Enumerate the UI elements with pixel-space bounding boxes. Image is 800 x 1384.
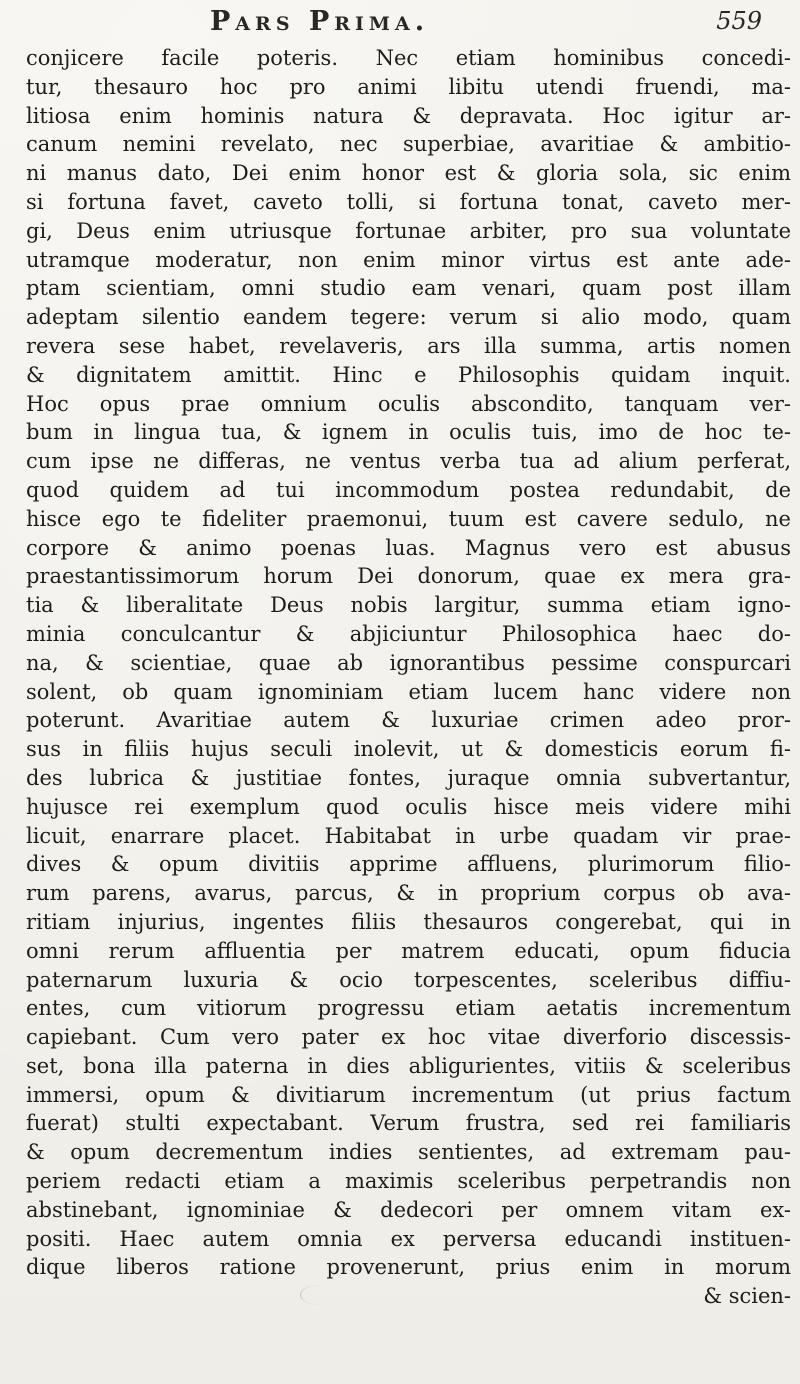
text-line: & opum decrementum indies sentientes, ad extremam pau-: [26, 1140, 791, 1165]
text-line: Hoc opus prae omnium oculis abscondito, tanquam ver-: [26, 391, 791, 416]
text-line: fuerat) stulti expectabant. Verum frustra, sed rei familiaris: [26, 1111, 791, 1136]
text-line: & dignitatem amittit. Hinc e Philosophis quidam inquit.: [26, 362, 791, 387]
text-line: quod quidem ad tui incommodum postea redundabit, de: [26, 477, 791, 502]
catchword: & scien-: [703, 1284, 791, 1309]
page-number: 559: [716, 7, 762, 35]
text-line: poterunt. Avaritiae autem & luxuriae crimen adeo pror-: [26, 708, 791, 733]
text-line: utramque moderatur, non enim minor virtus est ante ade-: [26, 247, 791, 272]
text-line: entes, cum vitiorum progressu etiam aetatis incrementum: [26, 996, 791, 1021]
text-line: litiosa enim hominis natura & depravata. Hoc igitur ar-: [26, 103, 791, 128]
text-line: ptam scientiam, omni studio eam venari, quam post illam: [26, 276, 791, 301]
text-line: hujusce rei exemplum quod oculis hisce meis videre mihi: [26, 794, 791, 819]
running-head: Pars Prima.: [210, 6, 430, 37]
text-line: set, bona illa paterna in dies abligurientes, vitiis & sceleribus: [26, 1053, 791, 1078]
text-line: si fortuna favet, caveto tolli, si fortuna tonat, caveto mer-: [26, 189, 791, 214]
text-line: corpore & animo poenas luas. Magnus vero est abusus: [26, 535, 791, 560]
text-line: des lubrica & justitiae fontes, juraque omnia subvertantur,: [26, 765, 791, 790]
text-line: canum nemini revelato, nec superbiae, avaritiae & ambitio-: [26, 132, 791, 157]
ink-smudge: [300, 1285, 341, 1305]
text-line: hisce ego te fideliter praemonui, tuum est cavere sedulo, ne: [26, 506, 791, 531]
text-line: revera sese habet, revelaveris, ars illa summa, artis nomen: [26, 333, 791, 358]
text-line: sus in filiis hujus seculi inolevit, ut & domesticis eorum fi-: [26, 737, 791, 762]
text-line: abstinebant, ignominiae & dedecori per omnem vitam ex-: [26, 1197, 791, 1222]
text-line: cum ipse ne differas, ne ventus verba tua ad alium perferat,: [26, 449, 791, 474]
text-line: omni rerum affluentia per matrem educati, opum fiducia: [26, 938, 791, 963]
text-line: periem redacti etiam a maximis sceleribus perpetrandis non: [26, 1169, 791, 1194]
text-line: licuit, enarrare placet. Habitabat in urbe quadam vir prae-: [26, 823, 791, 848]
text-line: capiebant. Cum vero pater ex hoc vitae diverforio discessis-: [26, 1025, 791, 1050]
text-line: immersi, opum & divitiarum incrementum (ut prius factum: [26, 1082, 791, 1107]
text-line: rum parens, avarus, parcus, & in proprium corpus ob ava-: [26, 881, 791, 906]
text-line: na, & scientiae, quae ab ignorantibus pessime conspurcari: [26, 650, 791, 675]
text-line: tur, thesauro hoc pro animi libitu utendi fruendi, ma-: [26, 74, 791, 99]
text-line: solent, ob quam ignominiam etiam lucem hanc videre non: [26, 679, 791, 704]
body-text: [26, 44, 791, 1311]
text-line: conjicere facile poteris. Nec etiam hominibus concedi-: [26, 46, 791, 70]
text-line: praestantissimorum horum Dei donorum, quae ex mera gra-: [26, 564, 791, 589]
text-line: minia conculcantur & abjiciuntur Philosophica haec do-: [26, 621, 791, 646]
text-line: bum in lingua tua, & ignem in oculis tuis, imo de hoc te-: [26, 420, 791, 445]
text-line: tia & liberalitate Deus nobis largitur, summa etiam igno-: [26, 593, 791, 618]
text-line: dique liberos ratione provenerunt, prius enim in morum: [26, 1255, 791, 1280]
text-line: adeptam silentio eandem tegere: verum si alio modo, quam: [26, 305, 791, 330]
text-line: ritiam injurius, ingentes filiis thesauros congerebat, qui in: [26, 909, 791, 934]
text-line: positi. Haec autem omnia ex perversa educandi instituen-: [26, 1226, 791, 1251]
text-line: gi, Deus enim utriusque fortunae arbiter, pro sua voluntate: [26, 218, 791, 243]
text-line: dives & opum divitiis apprime affluens, plurimorum filio-: [26, 852, 791, 877]
page-header: [0, 4, 800, 40]
text-line: paternarum luxuria & ocio torpescentes, sceleribus diffiu-: [26, 967, 791, 992]
text-line: ni manus dato, Dei enim honor est & gloria sola, sic enim: [26, 161, 791, 186]
